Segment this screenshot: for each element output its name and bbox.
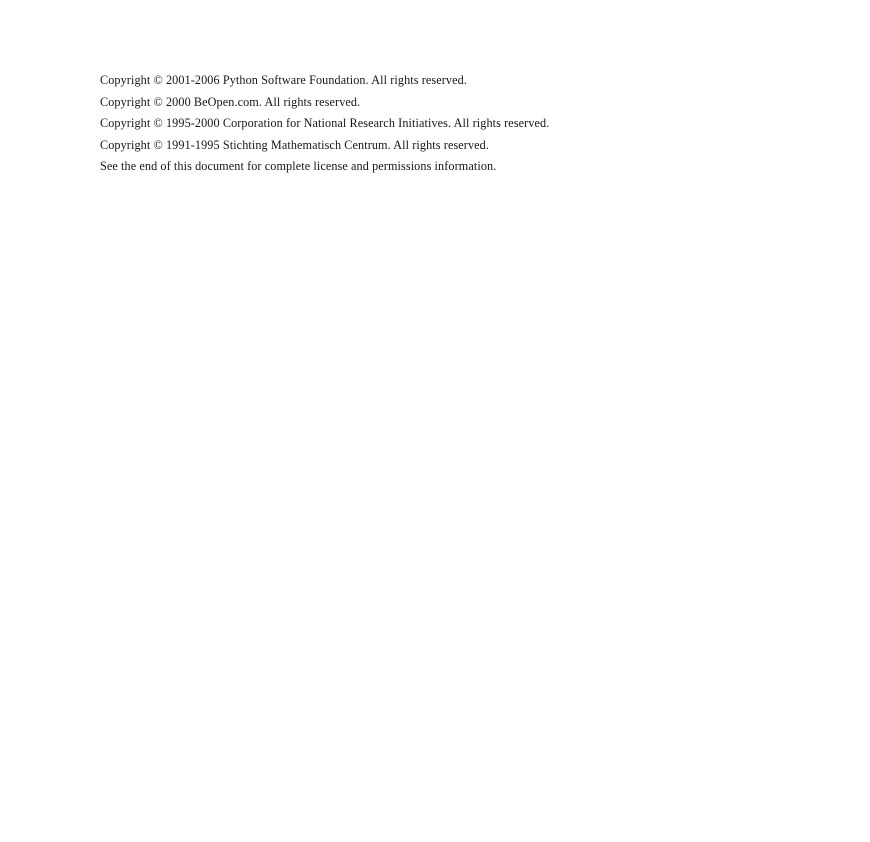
license-reference-line: See the end of this document for complete license and permissions information. <box>100 159 497 173</box>
copyright-line-cnri: Copyright © 1995-2000 Corporation for National Research Initiatives. All rights reserved. <box>100 116 550 130</box>
copyright-line-psf: Copyright © 2001-2006 Python Software Foundation. All rights reserved. <box>100 73 467 87</box>
copyright-block <box>100 70 740 178</box>
copyright-line-beopen: Copyright © 2000 BeOpen.com. All rights reserved. <box>100 94 361 109</box>
copyright-line-stichting: Copyright © 1991-1995 Stichting Mathematisch Centrum. All rights reserved. <box>100 137 490 152</box>
